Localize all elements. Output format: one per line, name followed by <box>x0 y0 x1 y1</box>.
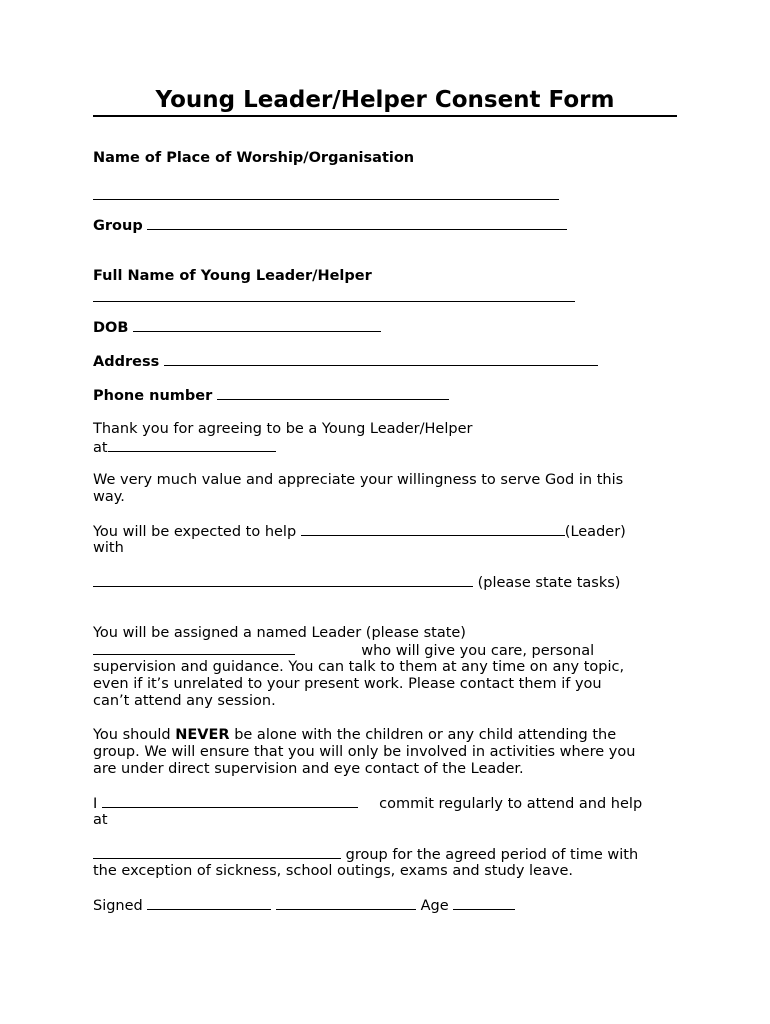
phone-blank[interactable] <box>217 387 449 400</box>
title-block <box>93 86 677 117</box>
period-group-blank[interactable] <box>93 846 341 859</box>
group-blank[interactable] <box>147 217 567 230</box>
leader-name-blank[interactable] <box>93 642 295 655</box>
expected-line2: with <box>93 540 124 556</box>
address-row <box>93 353 598 371</box>
thanks-line2: at <box>93 440 108 456</box>
never-word: NEVER <box>175 727 230 743</box>
date-blank[interactable] <box>276 897 416 910</box>
tasks-blank[interactable] <box>93 574 473 587</box>
commit-name-blank[interactable] <box>102 795 358 808</box>
signed-label: Signed <box>93 898 143 914</box>
assigned-line1: You will be assigned a named Leader (please state) <box>93 625 466 641</box>
dob-blank[interactable] <box>133 319 381 332</box>
period-line2: the exception of sickness, school outings, exams and study leave. <box>93 863 573 879</box>
phone-row <box>93 387 449 405</box>
fullname-label: Full Name of Young Leader/Helper <box>93 268 372 284</box>
expected-row <box>93 523 626 541</box>
never-line3: are under direct supervision and eye contact of the Leader. <box>93 761 524 777</box>
thanks-row2 <box>93 439 276 457</box>
address-blank[interactable] <box>164 353 598 366</box>
assigned-row2 <box>93 642 594 660</box>
age-label: Age <box>420 898 449 914</box>
dob-label: DOB <box>93 320 129 336</box>
signed-row <box>93 897 515 915</box>
tasks-row <box>93 574 620 592</box>
commit-suffix: commit regularly to attend and help <box>379 796 643 812</box>
assigned-line3: supervision and guidance. You can talk to them at any time on any topic, <box>93 659 625 675</box>
thanks-blank[interactable] <box>108 439 276 452</box>
dob-row <box>93 319 381 337</box>
thanks-line1: Thank you for agreeing to be a Young Leader/Helper <box>93 421 473 437</box>
value-line1: We very much value and appreciate your willingness to serve God in this <box>93 472 624 488</box>
never-row1 <box>93 727 616 744</box>
group-label: Group <box>93 218 143 234</box>
assigned-line4: even if it’s unrelated to your present work. Please contact them if you <box>93 676 602 692</box>
expected-suffix: (Leader) <box>564 524 626 540</box>
never-line2: group. We will ensure that you will only be involved in activities where you <box>93 744 636 760</box>
value-line2: way. <box>93 489 125 505</box>
period-suffix: group for the agreed period of time with <box>345 847 639 863</box>
tasks-suffix: (please state tasks) <box>477 575 621 591</box>
expected-blank[interactable] <box>301 523 565 536</box>
assigned-line2-suffix: who will give you care, personal <box>361 643 595 659</box>
never-suffix: be alone with the children or any child attending the <box>234 727 617 743</box>
fullname-blank[interactable] <box>93 301 575 302</box>
never-prefix: You should <box>93 727 171 743</box>
place-blank[interactable] <box>93 199 559 200</box>
form-title: Young Leader/Helper Consent Form <box>155 87 615 113</box>
address-label: Address <box>93 354 160 370</box>
commit-line2: at <box>93 812 108 828</box>
place-label: Name of Place of Worship/Organisation <box>93 150 415 166</box>
phone-label: Phone number <box>93 388 213 404</box>
commit-prefix: I <box>93 796 98 812</box>
assigned-line5: can’t attend any session. <box>93 693 276 709</box>
commit-row <box>93 795 642 813</box>
period-row <box>93 846 638 864</box>
age-blank[interactable] <box>453 897 515 910</box>
signature-blank[interactable] <box>147 897 271 910</box>
expected-prefix: You will be expected to help <box>93 524 297 540</box>
group-row <box>93 217 567 235</box>
